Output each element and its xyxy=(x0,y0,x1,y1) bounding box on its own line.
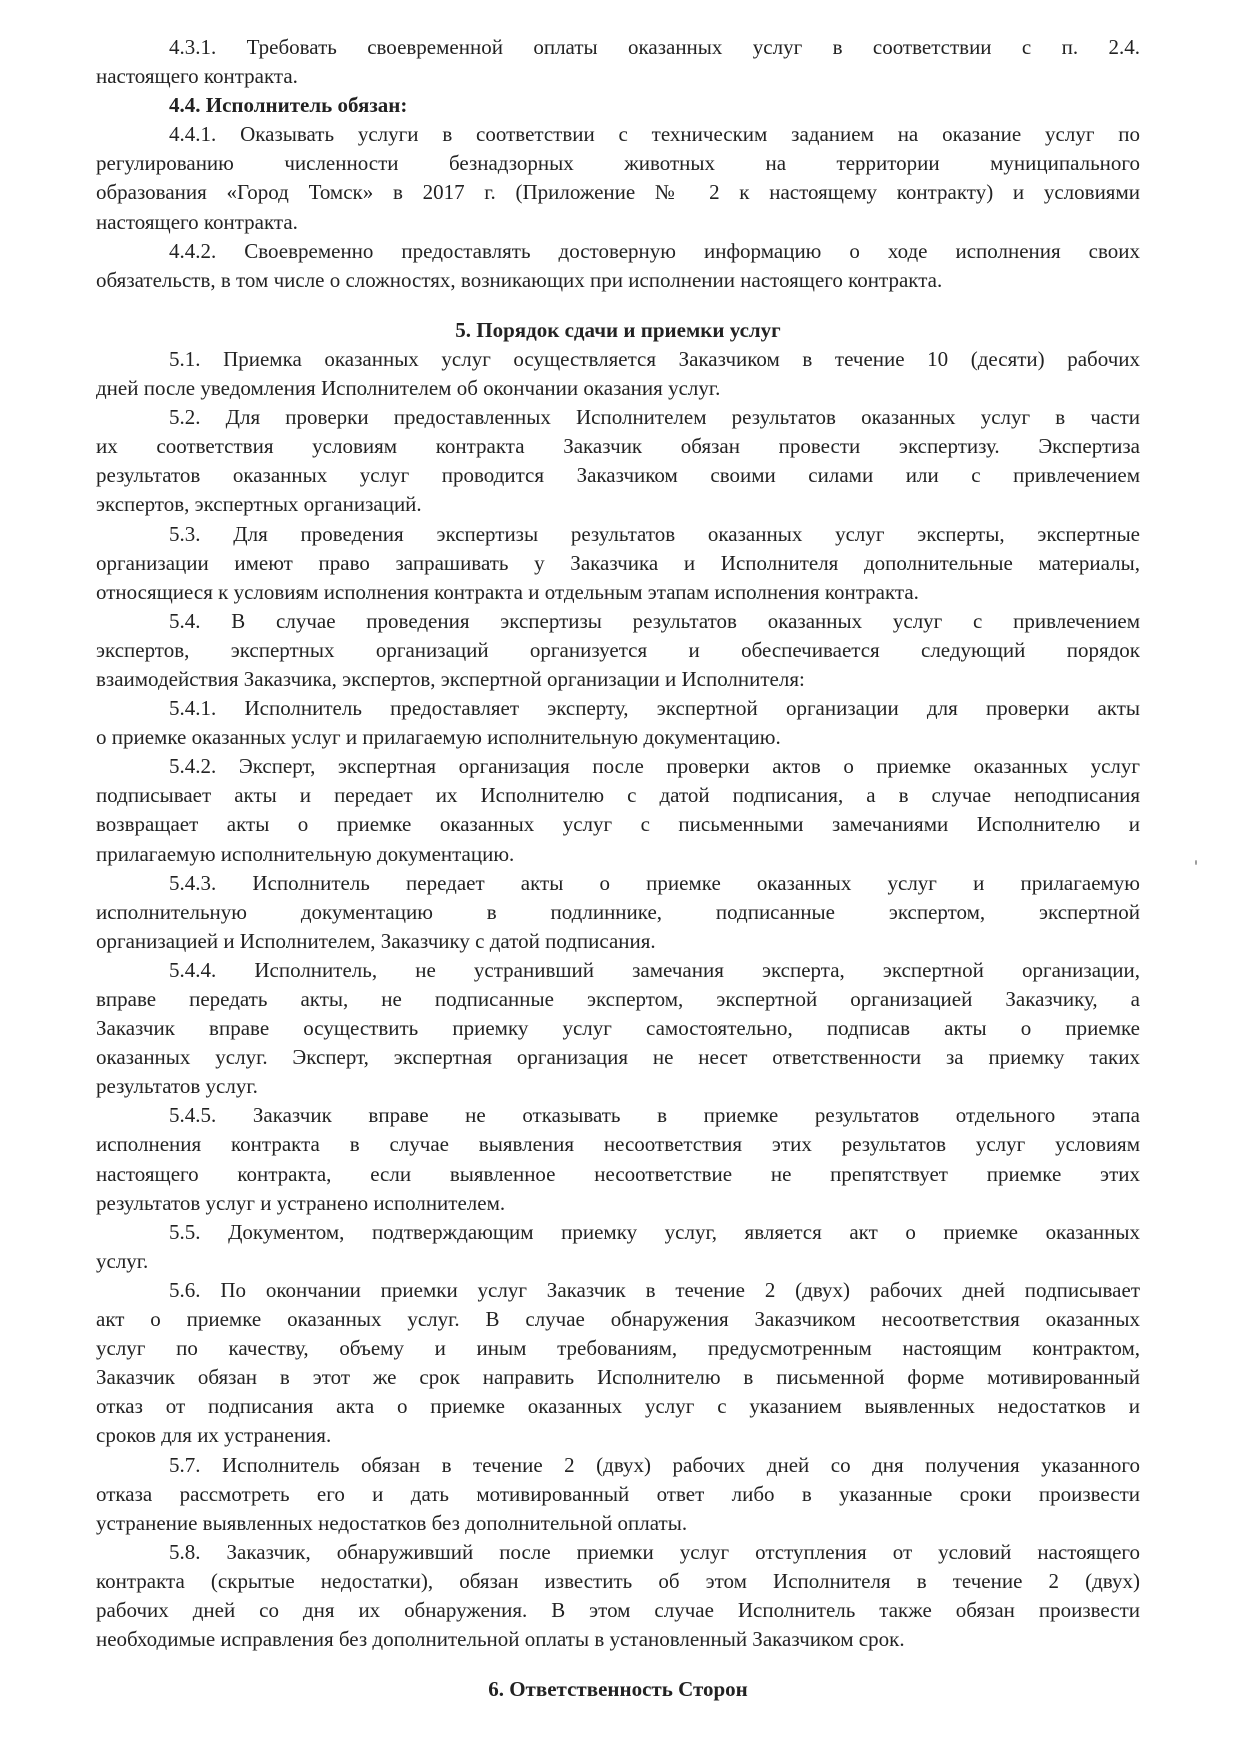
paragraph xyxy=(96,520,1140,607)
text-line: образования «Город Томск» в 2017 г. (Приложение № 2 к настоящему контракту) и условиями xyxy=(96,180,1140,205)
text-line: 5.4.4. Исполнитель, не устранивший замечания эксперта, экспертной организации, xyxy=(169,957,1140,982)
text-line: настоящего контракта. xyxy=(96,209,298,234)
paragraph xyxy=(96,956,1140,1101)
text-line: организацией и Исполнителем, Заказчику с датой подписания. xyxy=(96,928,656,953)
text-line: 5.8. Заказчик, обнаруживший после приемки услуг отступления от условий настоящего xyxy=(169,1539,1140,1564)
text-line: устранение выявленных недостатков без дополнительной оплаты. xyxy=(96,1510,688,1535)
paragraph xyxy=(96,1451,1140,1538)
paragraph xyxy=(96,237,1140,295)
text-line: экспертов, экспертных организаций организуется и обеспечивается следующий порядок xyxy=(96,637,1140,662)
text-line: подписывает акты и передает их Исполнителю с датой подписания, а в случае неподписания xyxy=(96,783,1140,808)
text-line: дней после уведомления Исполнителем об окончании оказания услуг. xyxy=(96,376,721,401)
paragraph xyxy=(96,91,1140,120)
paragraph xyxy=(96,33,1140,91)
text-line: акт о приемке оказанных услуг. В случае обнаружения Заказчиком несоответствия оказанных xyxy=(96,1307,1140,1332)
text-line: возвращает акты о приемке оказанных услуг с письменными замечаниями Исполнителю и xyxy=(96,812,1140,837)
paragraph xyxy=(96,1276,1140,1451)
text-line: 4.3.1. Требовать своевременной оплаты оказанных услуг в соответствии с п. 2.4. xyxy=(169,35,1140,59)
text-line: Заказчик обязан в этот же срок направить Исполнителю в письменной форме мотивированный xyxy=(96,1365,1140,1390)
text-line: отказа рассмотреть его и дать мотивированный ответ либо в указанные сроки произвести xyxy=(96,1481,1140,1506)
text-line: организации имеют право запрашивать у Заказчика и Исполнителя дополнительные материалы, xyxy=(96,550,1140,575)
text-line: 4.4.2. Своевременно предоставлять достоверную информацию о ходе исполнения своих xyxy=(169,238,1140,263)
text-line: рабочих дней со дня их обнаружения. В этом случае Исполнитель также обязан произвести xyxy=(96,1597,1140,1622)
paragraph xyxy=(96,403,1140,519)
text-line: 4.4. Исполнитель обязан: xyxy=(169,93,408,118)
text-line: результатов услуг. xyxy=(96,1074,258,1099)
paragraph xyxy=(96,869,1140,956)
text-line: отказ от подписания акта о приемке оказанных услуг с указанием выявленных недостатков и xyxy=(96,1394,1140,1419)
text-line: 5.4. В случае проведения экспертизы результатов оказанных услуг с привлечением xyxy=(169,608,1140,633)
text-line: 5.4.3. Исполнитель передает акты о приемке оказанных услуг и прилагаемую xyxy=(169,870,1140,895)
paragraph xyxy=(96,1538,1140,1654)
text-line: относящиеся к условиям исполнения контракта и отдельным этапам исполнения контракта. xyxy=(96,579,919,604)
paragraph xyxy=(96,120,1140,236)
text-line: регулированию численности безнадзорных животных на территории муниципального xyxy=(96,151,1140,176)
text-line: экспертов, экспертных организаций. xyxy=(96,492,422,517)
text-line: 5.1. Приемка оказанных услуг осуществляется Заказчиком в течение 10 (десяти) рабочих xyxy=(169,346,1140,371)
text-line: сроков для их устранения. xyxy=(96,1423,332,1448)
text-line: их соответствия условиям контракта Заказчик обязан провести экспертизу. Экспертиза xyxy=(96,434,1140,459)
paragraph xyxy=(96,345,1140,403)
text-line: исполнительную документацию в подлиннике, подписанные экспертом, экспертной xyxy=(96,899,1140,924)
text-line: результатов оказанных услуг проводится Заказчиком своими силами или с привлечением xyxy=(96,463,1140,488)
paragraph xyxy=(96,1101,1140,1217)
text-line: вправе передать акты, не подписанные экспертом, экспертной организацией Заказчику, а xyxy=(96,987,1140,1011)
section-heading: 5. Порядок сдачи и приемки услуг xyxy=(455,317,781,342)
text-line: 5.7. Исполнитель обязан в течение 2 (двух) рабочих дней со дня получения указанного xyxy=(169,1452,1140,1477)
section-heading: 6. Ответственность Сторон xyxy=(488,1677,748,1702)
text-line: настоящего контракта. xyxy=(96,64,298,89)
scan-speck xyxy=(1195,860,1197,865)
text-line: оказанных услуг. Эксперт, экспертная организация не несет ответственности за приемку таких xyxy=(96,1045,1140,1070)
document-page xyxy=(96,33,1140,1704)
text-line: 5.3. Для проведения экспертизы результатов оказанных услуг эксперты, экспертные xyxy=(169,521,1140,546)
text-line: 5.4.2. Эксперт, экспертная организация после проверки актов о приемке оказанных услуг xyxy=(169,754,1140,779)
text-line: результатов услуг и устранено исполнителем. xyxy=(96,1190,506,1215)
text-line: обязательств, в том числе о сложностях, возникающих при исполнении настоящего контракта. xyxy=(96,267,943,292)
text-line: взаимодействия Заказчика, экспертов, экспертной организации и Исполнителя: xyxy=(96,666,805,691)
text-line: Заказчик вправе осуществить приемку услуг самостоятельно, подписав акты о приемке xyxy=(96,1016,1140,1041)
text-line: необходимые исправления без дополнительной оплаты в установленный Заказчиком срок. xyxy=(96,1627,905,1652)
text-line: настоящего контракта, если выявленное несоответствие не препятствует приемке этих xyxy=(96,1161,1140,1186)
paragraph xyxy=(96,752,1140,868)
text-line: 4.4.1. Оказывать услуги в соответствии с техническим заданием на оказание услуг по xyxy=(169,122,1140,147)
text-line: 5.5. Документом, подтверждающим приемку услуг, является акт о приемке оказанных xyxy=(169,1219,1140,1244)
text-line: прилагаемую исполнительную документацию. xyxy=(96,841,515,866)
text-line: услуг по качеству, объему и иным требованиям, предусмотренным настоящим контрактом, xyxy=(96,1336,1140,1361)
text-line: контракта (скрытые недостатки), обязан известить об этом Исполнителя в течение 2 (двух) xyxy=(96,1568,1140,1593)
text-line: 5.2. Для проверки предоставленных Исполнителем результатов оказанных услуг в части xyxy=(169,405,1140,430)
text-line: услуг. xyxy=(96,1248,149,1273)
text-line: 5.4.5. Заказчик вправе не отказывать в приемке результатов отдельного этапа xyxy=(169,1103,1140,1128)
text-line: исполнения контракта в случае выявления несоответствия этих результатов услуг условиям xyxy=(96,1132,1140,1157)
paragraph xyxy=(96,1218,1140,1276)
text-line: 5.4.1. Исполнитель предоставляет эксперту, экспертной организации для проверки акты xyxy=(169,696,1140,721)
text-line: о приемке оказанных услуг и прилагаемую исполнительную документацию. xyxy=(96,725,781,750)
paragraph xyxy=(96,694,1140,752)
paragraph xyxy=(96,607,1140,694)
text-line: 5.6. По окончании приемки услуг Заказчик в течение 2 (двух) рабочих дней подписывает xyxy=(169,1277,1140,1302)
